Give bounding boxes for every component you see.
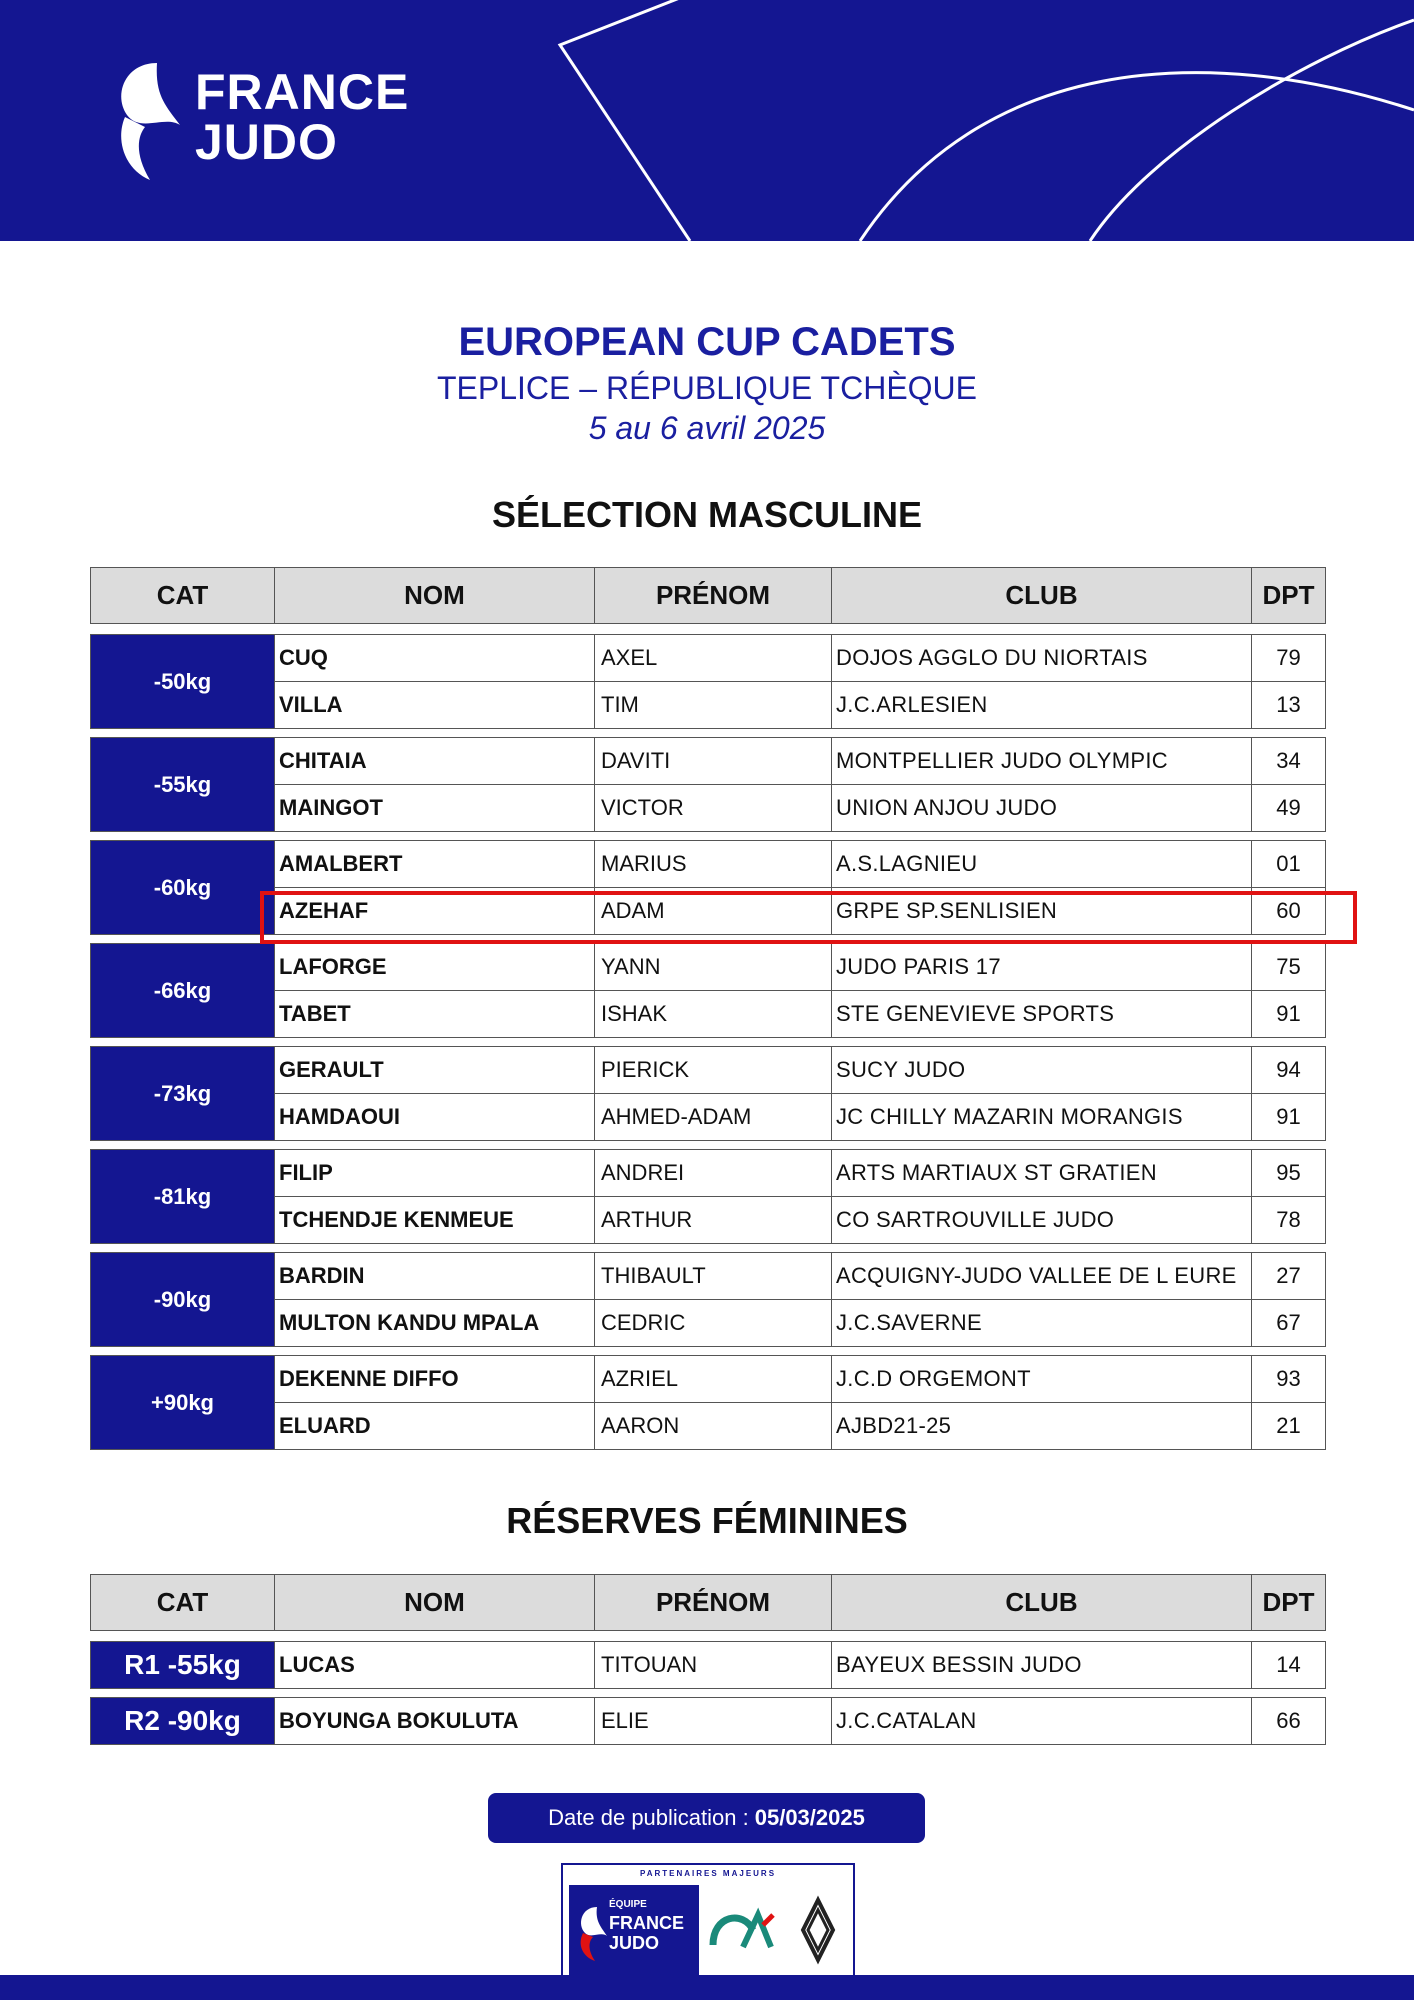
- dpt-cell: 95: [1252, 1150, 1326, 1197]
- prenom-cell: THIBAULT: [595, 1253, 832, 1300]
- col-dpt: DPT: [1252, 1575, 1326, 1631]
- event-location: TEPLICE – RÉPUBLIQUE TCHÈQUE: [437, 370, 977, 406]
- nom-cell: FILIP: [275, 1150, 595, 1197]
- dpt-cell: 91: [1252, 1094, 1326, 1141]
- col-dpt: DPT: [1252, 568, 1326, 624]
- club-cell: J.C.ARLESIEN: [832, 682, 1252, 729]
- nom-cell: MAINGOT: [275, 785, 595, 832]
- logo-line-1: FRANCE: [195, 64, 410, 120]
- col-cat: CAT: [91, 1575, 275, 1631]
- club-cell: UNION ANJOU JUDO: [832, 785, 1252, 832]
- prenom-cell: AHMED-ADAM: [595, 1094, 832, 1141]
- dpt-cell: 94: [1252, 1047, 1326, 1094]
- col-nom: NOM: [275, 568, 595, 624]
- prenom-cell: ISHAK: [595, 991, 832, 1038]
- category-cell: R1 -55kg: [91, 1642, 275, 1689]
- men-table-header: [90, 567, 1326, 624]
- club-cell: J.C.D ORGEMONT: [832, 1356, 1252, 1403]
- prenom-cell: ADAM: [595, 888, 832, 935]
- dpt-cell: 14: [1252, 1642, 1326, 1689]
- partners-box: [561, 1863, 855, 1980]
- renault-logo-icon: [803, 1900, 833, 1960]
- club-cell: GRPE SP.SENLISIEN: [832, 888, 1252, 935]
- dpt-cell: 13: [1252, 682, 1326, 729]
- credit-agricole-logo-icon: [713, 1915, 773, 1947]
- table-row: [91, 1047, 1326, 1094]
- dpt-cell: 75: [1252, 944, 1326, 991]
- club-cell: JC CHILLY MAZARIN MORANGIS: [832, 1094, 1252, 1141]
- group-gap: [91, 1244, 1326, 1253]
- prenom-cell: ANDREI: [595, 1150, 832, 1197]
- prenom-cell: VICTOR: [595, 785, 832, 832]
- nom-cell: MULTON KANDU MPALA: [275, 1300, 595, 1347]
- equipe-france-judo-logo: [569, 1885, 699, 1975]
- judo-emblem-icon: [573, 1903, 609, 1963]
- group-gap: [91, 935, 1326, 944]
- nom-cell: BARDIN: [275, 1253, 595, 1300]
- dpt-cell: 21: [1252, 1403, 1326, 1450]
- dpt-cell: 93: [1252, 1356, 1326, 1403]
- footer-bar: [0, 1975, 1414, 2000]
- col-cat: CAT: [91, 568, 275, 624]
- judo-emblem-icon: [105, 55, 185, 185]
- club-cell: SUCY JUDO: [832, 1047, 1252, 1094]
- table-row: [91, 682, 1326, 729]
- dpt-cell: 27: [1252, 1253, 1326, 1300]
- publication-date: 05/03/2025: [754, 1805, 865, 1830]
- sponsor-logos: [703, 1885, 853, 1975]
- club-cell: DOJOS AGGLO DU NIORTAIS: [832, 635, 1252, 682]
- category-cell: -66kg: [91, 944, 275, 1038]
- dpt-cell: 49: [1252, 785, 1326, 832]
- club-cell: JUDO PARIS 17: [832, 944, 1252, 991]
- col-nom: NOM: [275, 1575, 595, 1631]
- club-cell: STE GENEVIEVE SPORTS: [832, 991, 1252, 1038]
- dpt-cell: 60: [1252, 888, 1326, 935]
- group-gap: [91, 729, 1326, 738]
- col-prenom: PRÉNOM: [595, 1575, 832, 1631]
- nom-cell: LUCAS: [275, 1642, 595, 1689]
- men-section-title: SÉLECTION MASCULINE: [491, 494, 922, 535]
- table-row: [91, 888, 1326, 935]
- prenom-cell: AZRIEL: [595, 1356, 832, 1403]
- france-judo-logo: [105, 55, 445, 185]
- nom-cell: VILLA: [275, 682, 595, 729]
- table-row: [91, 1197, 1326, 1244]
- dpt-cell: 66: [1252, 1698, 1326, 1745]
- dpt-cell: 78: [1252, 1197, 1326, 1244]
- col-club: CLUB: [832, 568, 1252, 624]
- women-section-title: RÉSERVES FÉMININES: [506, 1500, 908, 1541]
- prenom-cell: CEDRIC: [595, 1300, 832, 1347]
- category-cell: -90kg: [91, 1253, 275, 1347]
- publication-label: Date de publication :: [548, 1805, 749, 1830]
- prenom-cell: ARTHUR: [595, 1197, 832, 1244]
- table-row: [91, 1253, 1326, 1300]
- event-title: EUROPEAN CUP CADETS: [458, 320, 956, 364]
- table-row: [91, 1403, 1326, 1450]
- club-cell: MONTPELLIER JUDO OLYMPIC: [832, 738, 1252, 785]
- table-row: [91, 635, 1326, 682]
- publication-date-badge: [488, 1793, 925, 1843]
- club-cell: AJBD21-25: [832, 1403, 1252, 1450]
- eq-big-1: FRANCE: [609, 1913, 684, 1933]
- category-cell: -60kg: [91, 841, 275, 935]
- club-cell: BAYEUX BESSIN JUDO: [832, 1642, 1252, 1689]
- prenom-cell: TIM: [595, 682, 832, 729]
- nom-cell: HAMDAOUI: [275, 1094, 595, 1141]
- table-row: [91, 1356, 1326, 1403]
- category-cell: -73kg: [91, 1047, 275, 1141]
- club-cell: ARTS MARTIAUX ST GRATIEN: [832, 1150, 1252, 1197]
- category-cell: -55kg: [91, 738, 275, 832]
- prenom-cell: TITOUAN: [595, 1642, 832, 1689]
- table-row: [91, 1642, 1326, 1689]
- group-gap: [91, 1689, 1326, 1698]
- category-cell: -50kg: [91, 635, 275, 729]
- men-table: [90, 634, 1326, 1450]
- eq-small: ÉQUIPE: [609, 1899, 647, 1910]
- table-row: [91, 1094, 1326, 1141]
- dpt-cell: 91: [1252, 991, 1326, 1038]
- nom-cell: ELUARD: [275, 1403, 595, 1450]
- prenom-cell: PIERICK: [595, 1047, 832, 1094]
- nom-cell: BOYUNGA BOKULUTA: [275, 1698, 595, 1745]
- group-gap: [91, 1347, 1326, 1356]
- nom-cell: TABET: [275, 991, 595, 1038]
- table-row: [91, 1150, 1326, 1197]
- club-cell: J.C.CATALAN: [832, 1698, 1252, 1745]
- nom-cell: TCHENDJE KENMEUE: [275, 1197, 595, 1244]
- group-gap: [91, 1141, 1326, 1150]
- table-row: [91, 991, 1326, 1038]
- group-gap: [91, 1038, 1326, 1047]
- dpt-cell: 34: [1252, 738, 1326, 785]
- eq-big-2: JUDO: [609, 1933, 660, 1953]
- nom-cell: GERAULT: [275, 1047, 595, 1094]
- nom-cell: AMALBERT: [275, 841, 595, 888]
- women-table: [90, 1641, 1326, 1745]
- table-row: [91, 1698, 1326, 1745]
- dpt-cell: 01: [1252, 841, 1326, 888]
- nom-cell: CHITAIA: [275, 738, 595, 785]
- partners-title: PARTENAIRES MAJEURS: [639, 1869, 777, 1878]
- prenom-cell: DAVITI: [595, 738, 832, 785]
- nom-cell: CUQ: [275, 635, 595, 682]
- col-prenom: PRÉNOM: [595, 568, 832, 624]
- dpt-cell: 79: [1252, 635, 1326, 682]
- category-cell: +90kg: [91, 1356, 275, 1450]
- table-row: [91, 841, 1326, 888]
- category-cell: -81kg: [91, 1150, 275, 1244]
- club-cell: CO SARTROUVILLE JUDO: [832, 1197, 1252, 1244]
- nom-cell: AZEHAF: [275, 888, 595, 935]
- dpt-cell: 67: [1252, 1300, 1326, 1347]
- table-row: [91, 944, 1326, 991]
- nom-cell: DEKENNE DIFFO: [275, 1356, 595, 1403]
- group-gap: [91, 832, 1326, 841]
- women-table-header: [90, 1574, 1326, 1631]
- table-row: [91, 1300, 1326, 1347]
- prenom-cell: AARON: [595, 1403, 832, 1450]
- table-row: [91, 785, 1326, 832]
- prenom-cell: AXEL: [595, 635, 832, 682]
- category-cell: R2 -90kg: [91, 1698, 275, 1745]
- prenom-cell: YANN: [595, 944, 832, 991]
- event-titles: [0, 318, 1414, 448]
- club-cell: A.S.LAGNIEU: [832, 841, 1252, 888]
- club-cell: ACQUIGNY-JUDO VALLEE DE L EURE: [832, 1253, 1252, 1300]
- event-dates: 5 au 6 avril 2025: [588, 410, 826, 446]
- prenom-cell: ELIE: [595, 1698, 832, 1745]
- col-club: CLUB: [832, 1575, 1252, 1631]
- prenom-cell: MARIUS: [595, 841, 832, 888]
- table-row: [91, 738, 1326, 785]
- nom-cell: LAFORGE: [275, 944, 595, 991]
- club-cell: J.C.SAVERNE: [832, 1300, 1252, 1347]
- header-banner: [0, 0, 1414, 241]
- logo-line-2: JUDO: [195, 114, 338, 170]
